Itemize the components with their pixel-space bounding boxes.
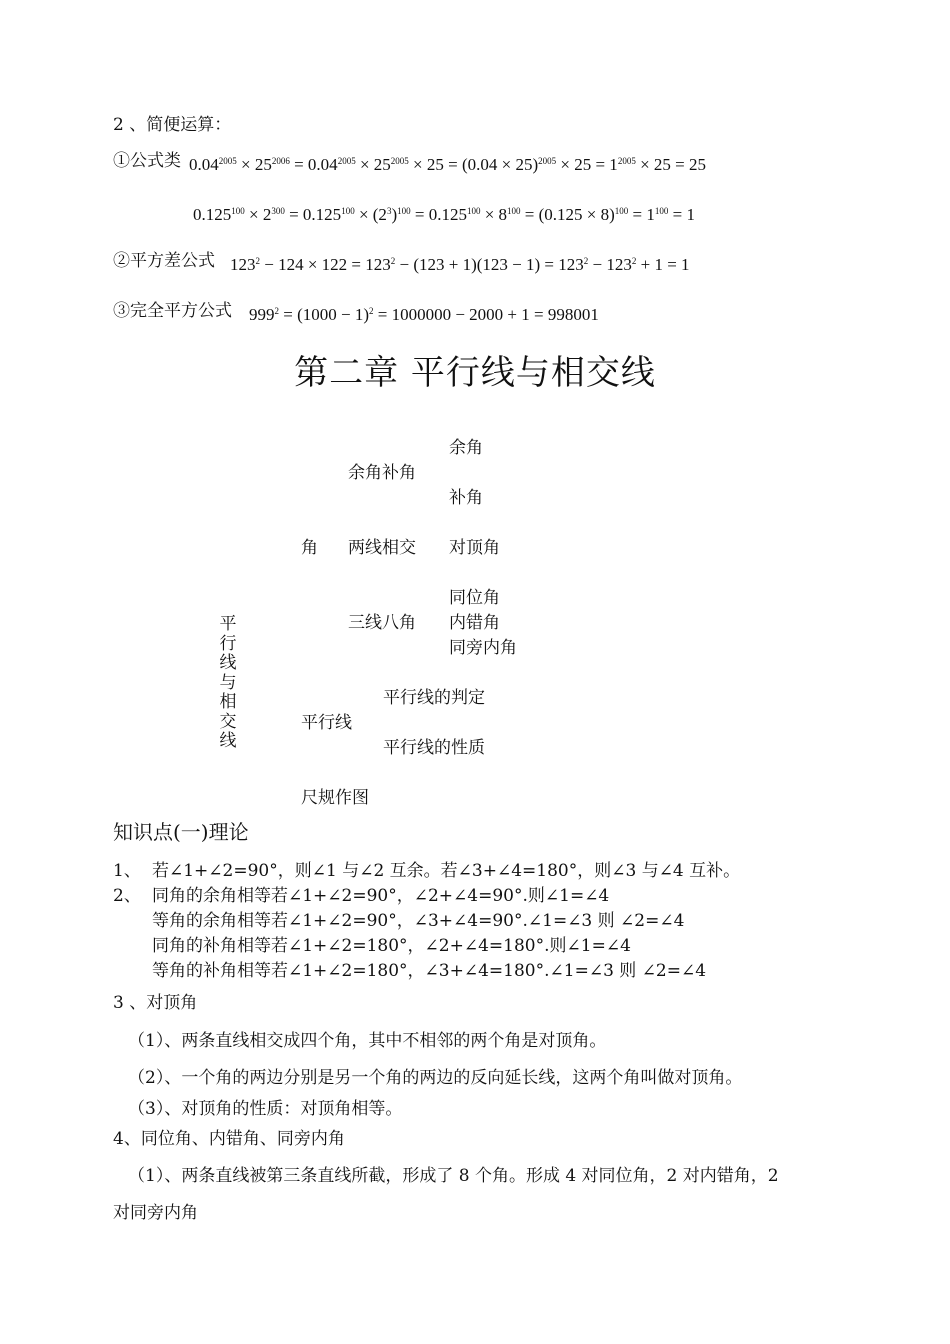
tree-node-three-lines: 三线八角 (348, 613, 416, 633)
tree-node-comp-supp: 余角补角 (348, 463, 416, 483)
tree-leaf-supplementary: 补角 (449, 488, 483, 508)
item-3-point-2: （2）、一个角的两边分别是另一个角的两边的反向延长线，这两个角叫做对顶角。 (128, 1068, 743, 1088)
tree-node-angle: 角 (301, 538, 318, 558)
item-1-number: 1、 (113, 861, 141, 881)
item-1-text: 若∠1+∠2=90°，则∠1 与∠2 互余。若∠3+∠4=180°，则∠3 与∠4 互补。 (152, 861, 741, 881)
item-3-title: 3 、对顶角 (113, 993, 198, 1013)
formula-line-3: $123^2 - 124 \times 122 = 123^2 - (123 + 1)(123 - 1) = 123^2 - 123^2 + 1 = 1$ (230, 255, 690, 274)
tree-node-parallel: 平行线 (301, 713, 352, 733)
tree-leaf-same-side-interior: 同旁内角 (449, 638, 517, 658)
tree-node-construction: 尺规作图 (301, 788, 369, 808)
tree-leaf-parallel-property: 平行线的性质 (383, 738, 485, 758)
item-3-point-3: （3）、对顶角的性质：对顶角相等。 (128, 1099, 403, 1119)
formula-line-1: $0.04^{2005} \times 25^{2006} = 0.04^{2005} \times 25^{2005} \times 25 = (0.04 \times 25)^{2005} \times 25 = 1^{2005} \times 25 = 25$ (189, 155, 706, 174)
item-2-number: 2、 (113, 886, 141, 906)
formula-label-3: ②平方差公式 (113, 251, 215, 271)
item-2-line-1: 同角的余角相等若∠1+∠2=90°，∠2+∠4=90°.则∠1=∠4 (152, 886, 610, 906)
tree-root-vertical: 平行线与相交线 (219, 614, 237, 751)
formula-label-1: ①公式类 (113, 151, 181, 171)
tree-leaf-parallel-judge: 平行线的判定 (383, 688, 485, 708)
tree-leaf-complementary: 余角 (449, 438, 483, 458)
item-2-line-3: 同角的补角相等若∠1+∠2=180°，∠2+∠4=180°.则∠1=∠4 (152, 936, 631, 956)
formula-label-4: ③完全平方公式 (113, 301, 232, 321)
section-title-simplified-operation: 2 、简便运算： (113, 115, 232, 135)
item-4-point-1-line-2: 对同旁内角 (113, 1203, 198, 1223)
formula-line-2: $0.125^{100} \times 2^{300} = 0.125^{100} \times (2^3)^{100} = 0.125^{100} \times 8^{100} = (0.125 \times 8)^{100} = 1^{100} = 1$ (193, 205, 695, 224)
knowledge-title: 知识点(一)理论 (113, 820, 249, 844)
item-4-point-1-line-1: （1）、两条直线被第三条直线所截，形成了 8 个角。形成 4 对同位角，2 对内错角，2 (128, 1166, 779, 1186)
formula-line-4: $999^2 = (1000 - 1)^2 = 1000000 - 2000 + 1 = 998001$ (249, 305, 599, 324)
item-3-point-1: （1）、两条直线相交成四个角，其中不相邻的两个角是对顶角。 (128, 1031, 607, 1051)
tree-leaf-alternate-interior: 内错角 (449, 613, 500, 633)
item-2-line-2: 等角的余角相等若∠1+∠2=90°，∠3+∠4=90°.∠1=∠3 则 ∠2=∠4 (152, 911, 685, 931)
item-2-line-4: 等角的补角相等若∠1+∠2=180°，∠3+∠4=180°.∠1=∠3 则 ∠2=∠4 (152, 961, 707, 981)
tree-node-two-lines: 两线相交 (348, 538, 416, 558)
tree-leaf-corresponding: 同位角 (449, 588, 500, 608)
chapter-title: 第二章 平行线与相交线 (294, 353, 656, 393)
tree-leaf-vertical-angle: 对顶角 (449, 538, 500, 558)
item-4-title: 4、同位角、内错角、同旁内角 (113, 1129, 345, 1149)
